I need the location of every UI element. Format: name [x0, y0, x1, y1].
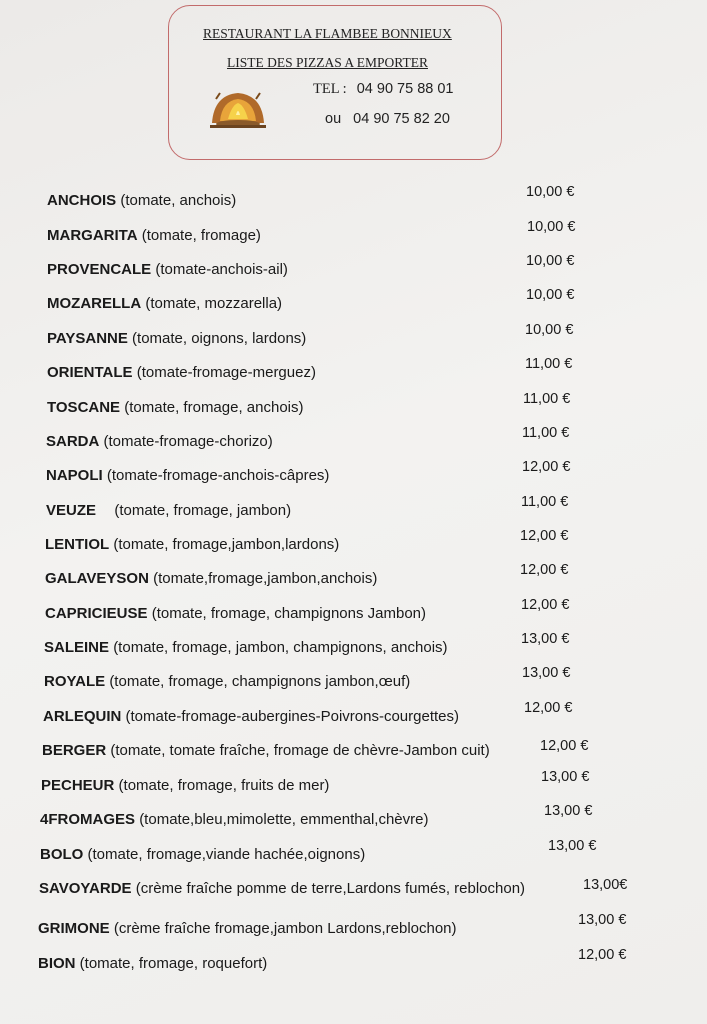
menu-item [0, 738, 707, 766]
menu-item [0, 838, 707, 870]
pizza-name: LENTIOL [45, 536, 110, 553]
pizza-name: BION [38, 955, 76, 972]
menu-item [0, 322, 707, 354]
menu-item [0, 425, 707, 457]
menu-item [0, 597, 707, 629]
pizza-price: 11,00 € [521, 494, 569, 510]
pizza-name: VEUZE [46, 502, 97, 519]
pizza-ingredients: (tomate-fromage-chorizo) [103, 433, 273, 450]
pizza-oven-icon [206, 87, 270, 129]
pizza-price: 10,00 € [525, 322, 574, 338]
menu-item [0, 877, 707, 904]
pizza-ingredients: (tomate, fromage, jambon, champignons, anchois) [113, 639, 448, 656]
menu-item [0, 459, 707, 491]
phone-line-1 [313, 81, 453, 98]
phone-line-2 [325, 111, 450, 127]
pizza-ingredients: (tomate, fromage) [141, 227, 261, 244]
or-label: ou [325, 111, 342, 127]
pizza-price: 13,00 € [544, 803, 593, 819]
pizza-name: ARLEQUIN [43, 708, 122, 725]
pizza-price: 10,00 € [527, 219, 576, 235]
pizza-price: 10,00 € [526, 184, 575, 200]
tel-label: TEL : [313, 81, 347, 97]
pizza-name: BOLO [40, 846, 84, 863]
menu-item [0, 391, 707, 423]
menu-item [0, 665, 707, 697]
menu-item [0, 562, 707, 594]
pizza-ingredients: (tomate-fromage-merguez) [136, 364, 316, 381]
pizza-ingredients: (tomate, mozzarella) [145, 295, 283, 312]
menu-item [0, 219, 707, 251]
pizza-ingredients: (tomate, fromage,viande hachée,oignons) [87, 846, 366, 863]
pizza-name: MOZARELLA [47, 295, 142, 312]
pizza-price: 12,00 € [578, 947, 627, 963]
pizza-name: MARGARITA [47, 227, 138, 244]
pizza-name: BERGER [42, 742, 107, 759]
pizza-ingredients: (tomate,bleu,mimolette, emmenthal,chèvre) [139, 811, 429, 828]
pizza-name: ORIENTALE [47, 364, 133, 381]
menu-item [0, 803, 707, 835]
pizza-ingredients: (tomate, fromage,jambon,lardons) [113, 536, 340, 553]
pizza-ingredients: (tomate, anchois) [120, 192, 237, 209]
pizza-ingredients: (tomate, oignons, lardons) [132, 330, 307, 347]
pizza-price: 12,00 € [520, 528, 569, 544]
pizza-name: ROYALE [44, 673, 106, 690]
pizza-price: 13,00€ [583, 877, 628, 893]
pizza-price: 11,00 € [525, 356, 573, 372]
pizza-ingredients: (tomate, tomate fraîche, fromage de chèvre-Jambon cuit) [110, 742, 490, 759]
pizza-name: NAPOLI [46, 467, 103, 484]
pizza-price: 13,00 € [521, 631, 570, 647]
pizza-ingredients: (tomate-anchois-ail) [155, 261, 288, 278]
pizza-price: 13,00 € [522, 665, 571, 681]
header-box [168, 5, 502, 160]
pizza-price: 12,00 € [521, 597, 570, 613]
pizza-ingredients: (tomate, fromage, jambon) [114, 502, 292, 519]
pizza-name: CAPRICIEUSE [45, 605, 148, 622]
pizza-price: 12,00 € [522, 459, 571, 475]
menu-subtitle: LISTE DES PIZZAS A EMPORTER [227, 55, 428, 70]
menu-item [0, 528, 707, 560]
pizza-price: 11,00 € [522, 425, 570, 441]
pizza-ingredients: (crème fraîche fromage,jambon Lardons,reblochon) [113, 920, 457, 937]
pizza-name: ANCHOIS [47, 192, 117, 209]
pizza-price: 12,00 € [524, 700, 573, 716]
menu-item [0, 947, 707, 979]
pizza-ingredients: (tomate,fromage,jambon,anchois) [153, 570, 378, 587]
menu-item [0, 287, 707, 319]
menu-item [0, 253, 707, 285]
pizza-ingredients: (crème fraîche pomme de terre,Lardons fumés, reblochon) [135, 880, 526, 897]
pizza-name: PROVENCALE [47, 261, 152, 278]
pizza-name: GALAVEYSON [45, 570, 149, 587]
pizza-price: 10,00 € [526, 253, 575, 269]
pizza-price: 11,00 € [523, 391, 571, 407]
pizza-name: TOSCANE [47, 399, 121, 416]
menu-item [0, 356, 707, 388]
pizza-ingredients: (tomate, fromage, champignons Jambon) [151, 605, 427, 622]
pizza-ingredients: (tomate-fromage-anchois-câpres) [106, 467, 330, 484]
menu-item [0, 184, 707, 216]
pizza-name: SARDA [46, 433, 100, 450]
restaurant-title: RESTAURANT LA FLAMBEE BONNIEUX [203, 26, 452, 41]
pizza-price: 10,00 € [526, 287, 575, 303]
pizza-name: SAVOYARDE [39, 880, 132, 897]
pizza-name: SALEINE [44, 639, 110, 656]
pizza-name: PAYSANNE [47, 330, 128, 347]
phone-number-2: 04 90 75 82 20 [353, 111, 450, 127]
menu-item [0, 700, 707, 732]
menu-item [0, 494, 707, 526]
pizza-price: 13,00 € [578, 912, 627, 928]
pizza-price: 13,00 € [541, 769, 590, 785]
pizza-name: PECHEUR [41, 777, 115, 794]
pizza-name: 4FROMAGES [40, 811, 136, 828]
pizza-ingredients: (tomate, fromage, roquefort) [79, 955, 268, 972]
menu-item [0, 631, 707, 663]
phone-number-1: 04 90 75 88 01 [356, 81, 454, 97]
pizza-ingredients: (tomate-fromage-aubergines-Poivrons-courgettes) [125, 708, 459, 725]
pizza-ingredients: (tomate, fromage, champignons jambon,œuf) [109, 673, 411, 690]
menu-item [0, 769, 707, 801]
menu-item [0, 912, 707, 944]
pizza-price: 12,00 € [520, 562, 569, 578]
pizza-ingredients: (tomate, fromage, anchois) [124, 399, 304, 416]
pizza-ingredients: (tomate, fromage, fruits de mer) [118, 777, 330, 794]
pizza-name: GRIMONE [38, 920, 110, 937]
pizza-price: 13,00 € [548, 838, 597, 854]
pizza-price: 12,00 € [540, 738, 589, 754]
